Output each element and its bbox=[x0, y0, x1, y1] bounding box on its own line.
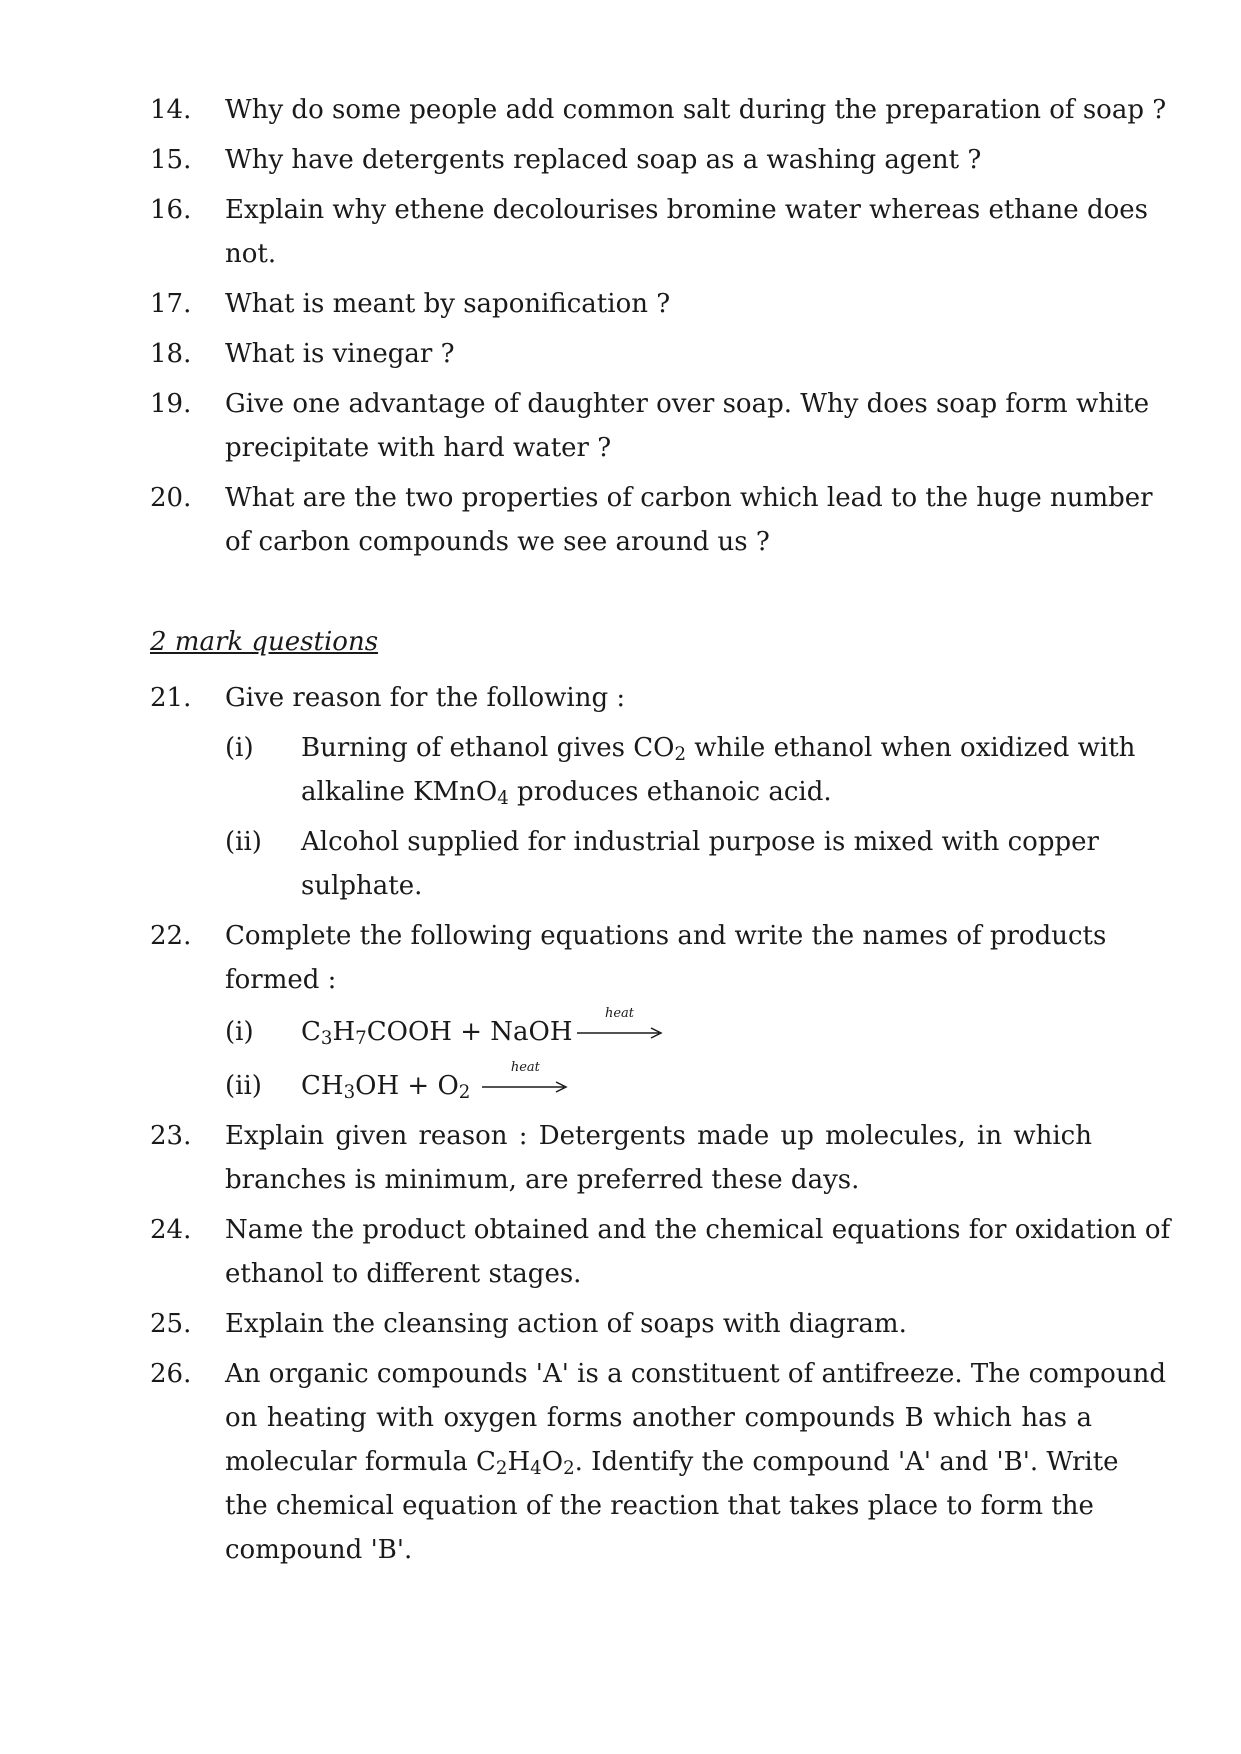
question-text: on heating with oxygen forms another compounds B which has a bbox=[225, 1403, 1092, 1433]
part-number: (ii) bbox=[225, 827, 262, 857]
question-25 bbox=[150, 1302, 1092, 1346]
question-text: ethanol to different stages. bbox=[225, 1259, 582, 1289]
section-heading: 2 mark questions bbox=[150, 627, 379, 657]
question-number: 15. bbox=[150, 145, 192, 175]
arrow-label: heat bbox=[604, 1006, 635, 1021]
question-text: the chemical equation of the reaction that takes place to form the bbox=[225, 1491, 1094, 1521]
question-number: 23. bbox=[150, 1121, 192, 1151]
question-18 bbox=[150, 332, 1092, 376]
part-text: alkaline KMnO$_4$ produces ethanoic acid. bbox=[301, 777, 832, 809]
equation-text: $CH_3OH + O_2$ heat bbox=[301, 1064, 1092, 1108]
part-text: Burning of ethanol gives $CO_2$ while ethanol when oxidized with bbox=[301, 733, 1136, 765]
question-23 bbox=[150, 1114, 1092, 1202]
question-19 bbox=[150, 382, 1150, 470]
question-number: 20. bbox=[150, 483, 192, 513]
question-number: 19. bbox=[150, 389, 192, 419]
question-text: An organic compounds 'A' is a constituent of antifreeze. The compound bbox=[225, 1359, 1166, 1389]
question-number: 17. bbox=[150, 289, 192, 319]
question-16 bbox=[150, 188, 1148, 276]
question-number: 24. bbox=[150, 1215, 192, 1245]
question-text: What are the two properties of carbon which lead to the huge number bbox=[225, 483, 1153, 513]
equation-i bbox=[225, 1006, 1092, 1054]
question-15 bbox=[150, 138, 1092, 182]
question-20 bbox=[150, 476, 1153, 564]
part-number: (i) bbox=[225, 1017, 254, 1047]
reaction-arrow bbox=[482, 1060, 568, 1093]
question-text: Explain why ethene decolourises bromine water whereas ethane does bbox=[225, 195, 1148, 225]
question-text: precipitate with hard water ? bbox=[225, 433, 612, 463]
equation-text: $C_3H_7COOH$ + NaOH heat bbox=[301, 1010, 1092, 1054]
part-text: sulphate. bbox=[301, 871, 423, 901]
question-text: Give reason for the following : bbox=[225, 683, 626, 713]
question-21-part-ii bbox=[225, 820, 1099, 908]
question-17 bbox=[150, 282, 1092, 326]
question-text: molecular formula $C_2H_4O_2$. Identify the compound 'A' and 'B'. Write bbox=[225, 1447, 1119, 1479]
question-text: of carbon compounds we see around us ? bbox=[225, 527, 770, 557]
question-14 bbox=[150, 88, 1167, 132]
part-text: Alcohol supplied for industrial purpose is mixed with copper bbox=[301, 827, 1099, 857]
question-text: Give one advantage of daughter over soap. Why does soap form white bbox=[225, 389, 1150, 419]
question-text: formed : bbox=[225, 965, 337, 995]
question-text: Why have detergents replaced soap as a washing agent ? bbox=[225, 145, 982, 175]
question-text: What is meant by saponification ? bbox=[225, 289, 671, 319]
question-21 bbox=[150, 676, 1092, 720]
question-text: Why do some people add common salt during the preparation of soap ? bbox=[225, 95, 1167, 125]
question-number: 16. bbox=[150, 195, 192, 225]
question-text: What is vinegar ? bbox=[225, 339, 455, 369]
arrow-label: heat bbox=[510, 1060, 540, 1075]
question-text: branches is minimum, are preferred these days. bbox=[225, 1165, 860, 1195]
equation-ii bbox=[225, 1060, 1092, 1108]
question-text: Explain given reason : Detergents made up molecules, in which bbox=[225, 1121, 1092, 1151]
question-number: 21. bbox=[150, 683, 192, 713]
question-26 bbox=[150, 1352, 1166, 1572]
question-number: 18. bbox=[150, 339, 192, 369]
part-number: (ii) bbox=[225, 1071, 262, 1101]
question-21-part-i bbox=[225, 726, 1136, 814]
part-number: (i) bbox=[225, 733, 254, 763]
question-number: 14. bbox=[150, 95, 192, 125]
question-text: Complete the following equations and write the names of products bbox=[225, 921, 1107, 951]
question-number: 25. bbox=[150, 1309, 192, 1339]
question-22 bbox=[150, 914, 1107, 1002]
question-text: Name the product obtained and the chemical equations for oxidation of bbox=[225, 1215, 1171, 1245]
question-number: 26. bbox=[150, 1359, 192, 1389]
reaction-arrow bbox=[577, 1006, 663, 1039]
question-number: 22. bbox=[150, 921, 192, 951]
question-24 bbox=[150, 1208, 1171, 1296]
question-text: compound 'B'. bbox=[225, 1535, 413, 1565]
question-text: not. bbox=[225, 239, 277, 269]
question-text: Explain the cleansing action of soaps with diagram. bbox=[225, 1309, 907, 1339]
